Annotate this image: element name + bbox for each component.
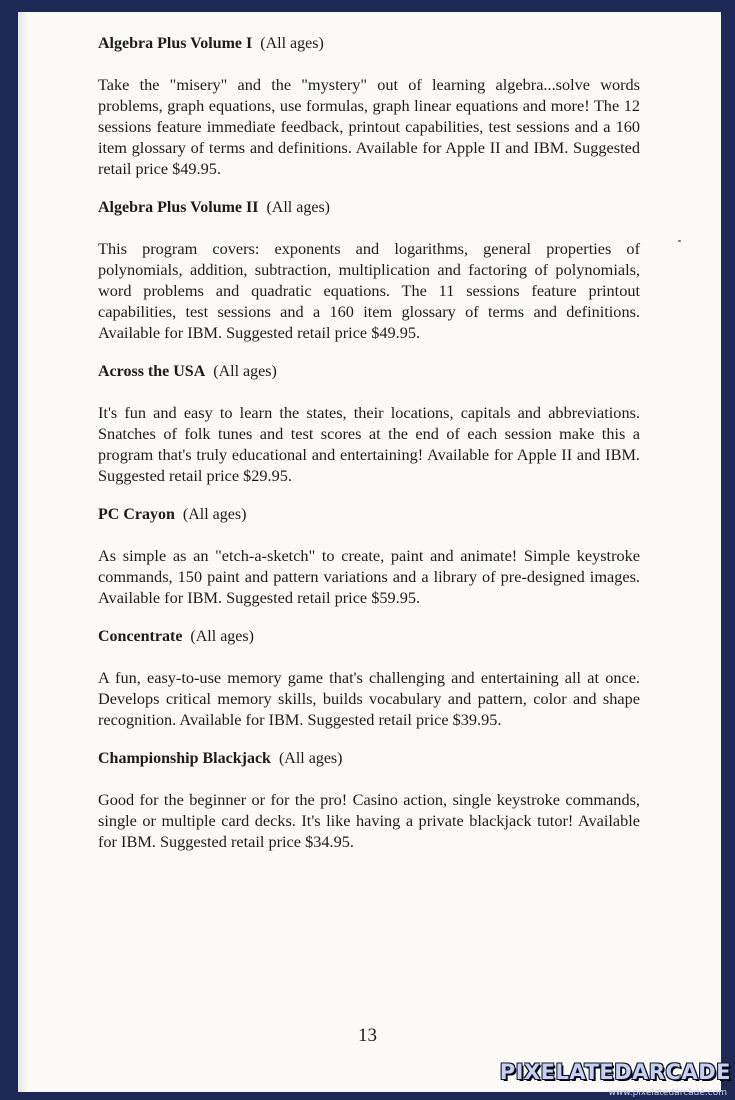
entry-name: Across the USA [98, 363, 206, 380]
catalog-entry-algebra-plus-volume-1 [98, 33, 640, 179]
entry-ages: (All ages) [190, 628, 254, 645]
entry-title [98, 361, 640, 382]
entry-description: This program covers: exponents and logarithms, general properties of polynomials, addition, subtraction, multiplication and factoring of polynomials, word problems and quadratic equations. The 11 sessions feature printout capabilities, test sessions and a 160 item glossary of terms and definitions. Available for IBM. Suggested retail price $49.95. [98, 239, 640, 342]
entry-title [98, 33, 640, 54]
entry-description: Take the "misery" and the "mystery" out of learning algebra...solve words problems, graph equations, use formulas, graph linear equations and more! The 12 sessions feature immediate feedback, printout capabilities, test sessions and a 160 item glossary of terms and definitions. Available for Apple II and IBM. Suggested retail price $49.95. [98, 75, 640, 178]
entry-name: Concentrate [98, 628, 183, 645]
catalog-content [98, 30, 640, 852]
entry-description: A fun, easy-to-use memory game that's challenging and entertaining all at once. Develops critical memory skills, builds vocabulary and pattern, color and shape recognition. Available for IBM. Suggested retail price $39.95. [98, 668, 640, 729]
entry-description: It's fun and easy to learn the states, their locations, capitals and abbreviations. Snatches of folk tunes and test scores at the end of each session make this a program that's truly educational and entertaining! Available for Apple II and IBM. Suggested retail price $29.95. [98, 403, 640, 485]
entry-ages: (All ages) [182, 506, 247, 523]
watermark-url: www.pixelatedarcade.com [608, 1088, 727, 1098]
catalog-entry-pc-crayon [98, 504, 640, 608]
entry-title [98, 748, 640, 769]
entry-name: Algebra Plus Volume I [98, 35, 253, 52]
paper-speck [678, 240, 681, 242]
entry-name: Championship Blackjack [98, 750, 271, 767]
entry-ages: (All ages) [266, 199, 330, 216]
pixelatedarcade-watermark-logo: PIXELATEDARCADE [499, 1060, 731, 1084]
entry-ages: (All ages) [213, 363, 277, 380]
entry-title [98, 626, 640, 647]
entry-ages: (All ages) [260, 35, 324, 52]
entry-name: PC Crayon [98, 506, 175, 523]
entry-ages: (All ages) [278, 750, 343, 767]
catalog-entry-algebra-plus-volume-2 [98, 197, 640, 343]
page-binding-edge [18, 12, 28, 1092]
entry-title [98, 504, 640, 525]
catalog-entry-concentrate [98, 626, 640, 730]
entry-title [98, 197, 640, 218]
catalog-entry-across-the-usa [98, 361, 640, 486]
entry-description: As simple as an "etch-a-sketch" to create, paint and animate! Simple keystroke commands, 150 paint and pattern variations and a library of pre-designed images. Available for IBM. Suggested retail price $59.95. [98, 546, 640, 607]
catalog-entry-championship-blackjack [98, 748, 640, 852]
entry-name: Algebra Plus Volume II [98, 199, 259, 216]
entry-description: Good for the beginner or for the pro! Casino action, single keystroke commands, single or multiple card decks. It's like having a private blackjack tutor! Available for IBM. Suggested retail price $34.95. [98, 790, 640, 851]
page-number: 13 [358, 1025, 377, 1046]
